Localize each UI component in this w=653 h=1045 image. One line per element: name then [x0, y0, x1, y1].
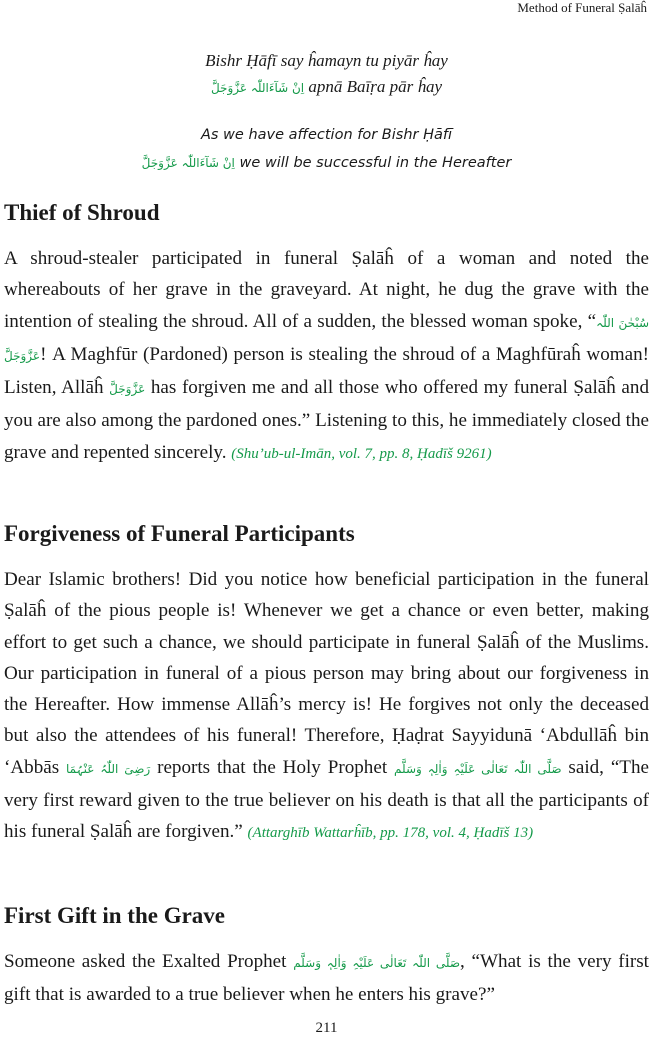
section-heading-thief-of-shroud: Thief of Shroud [4, 200, 160, 225]
paragraph-text: Dear Islamic brothers! Did you notice how beneficial participation in the funeral Ṣalāĥ of the pious people is! Whenever we get a chance or even better, making effort to get such a chance, we should participate in funeral Ṣalāĥ of the Muslims. Our participation in funeral of a pious person may bring about our forgiveness in the Hereafter. How immense Allāĥ’s mercy is! He forgives not only the deceased but also the attendees of his funeral! Therefore, Ḥaḍrat Sayyidunā ‘Abdullāĥ bin ‘Abbās [4, 569, 649, 778]
section-heading-forgiveness: Forgiveness of Funeral Participants [4, 521, 355, 546]
reference-citation: (Shu’ub-ul-Imān, vol. 7, pp. 8, Ḥadīš 9261) [231, 445, 492, 462]
paragraph-forgiveness [4, 564, 649, 850]
arabic-honorific: رَضِیَ اللّٰہُ عَنْہُمَا [66, 761, 151, 776]
poem-line-2 [0, 74, 653, 100]
paragraph-text: Someone asked the Exalted Prophet [4, 951, 294, 972]
translation-line-1: As we have affection for Bishr Ḥāfī [200, 127, 453, 143]
paragraph-text: , “What is the very first gift that is awarded to a true believer when he enters his grave?” [4, 951, 649, 1006]
paragraph-text: said, “The very first reward given to the true believer on his death is that all the participants of his funeral Ṣalāĥ are forgiven.” [4, 756, 649, 843]
arabic-honorific: عَزَّوَجَلَّ [109, 382, 146, 397]
paragraph-first-gift [4, 946, 649, 1011]
arabic-glorification: سُبْحٰنَ اللّٰہ عَزَّوَجَلَّ [4, 315, 650, 363]
poem-line-1: Bishr Ḥāfī say ĥamayn tu piyār ĥay [205, 51, 448, 70]
paragraph-text: A shroud-stealer participated in funeral Ṣalāĥ of a woman and noted the whereabouts of her grave in the graveyard. At night, he dug the grave with the intention of stealing the shroud. All of a sudden, the blessed woman spoke, “ [4, 248, 649, 332]
section-heading-first-gift: First Gift in the Grave [4, 903, 226, 928]
page-number: 211 [315, 1020, 338, 1036]
poem-translation [0, 121, 653, 177]
arabic-salutation: صَلَّی اللّٰہ تَعَالٰی عَلَیْہِ وَاٰلِہٖ وَسَلَّم [293, 956, 461, 970]
paragraph-text: has forgiven me and all those who offered my funeral Ṣalāĥ and you are also among the pardoned ones.” Listening to this, he immediately closed the grave and repented sincerely. [4, 377, 649, 463]
arabic-invocation: اِنْ شَآءَاللّٰہ عَزَّوَجَلَّ [210, 81, 305, 95]
reference-citation: (Attarghīb Wattarĥīb, pp. 178, vol. 4, Ḥadīš 13) [247, 825, 534, 842]
translation-line-2-text: we will be successful in the Hereafter [239, 155, 512, 171]
running-head: Method of Funeral Ṣalāĥ [517, 0, 647, 15]
paragraph-text: ! A Maghfūr (Pardoned) person is stealing the shroud of a Maghfūraĥ woman! Listen, Allāĥ [4, 343, 649, 399]
poem-line-2-text: apnā Baīṛa pār ĥay [308, 77, 443, 96]
arabic-salutation: صَلَّی اللّٰہ تَعَالٰی عَلَیْہِ وَاٰلِہٖ وَسَلَّم [394, 761, 562, 776]
arabic-invocation: اِنْ شَآءَاللّٰہ عَزَّوَجَلَّ [141, 156, 235, 170]
paragraph-text: reports that the Holy Prophet [150, 756, 394, 778]
poem-couplet [0, 48, 653, 100]
paragraph-thief-of-shroud [4, 243, 649, 470]
translation-line-2 [0, 149, 653, 177]
